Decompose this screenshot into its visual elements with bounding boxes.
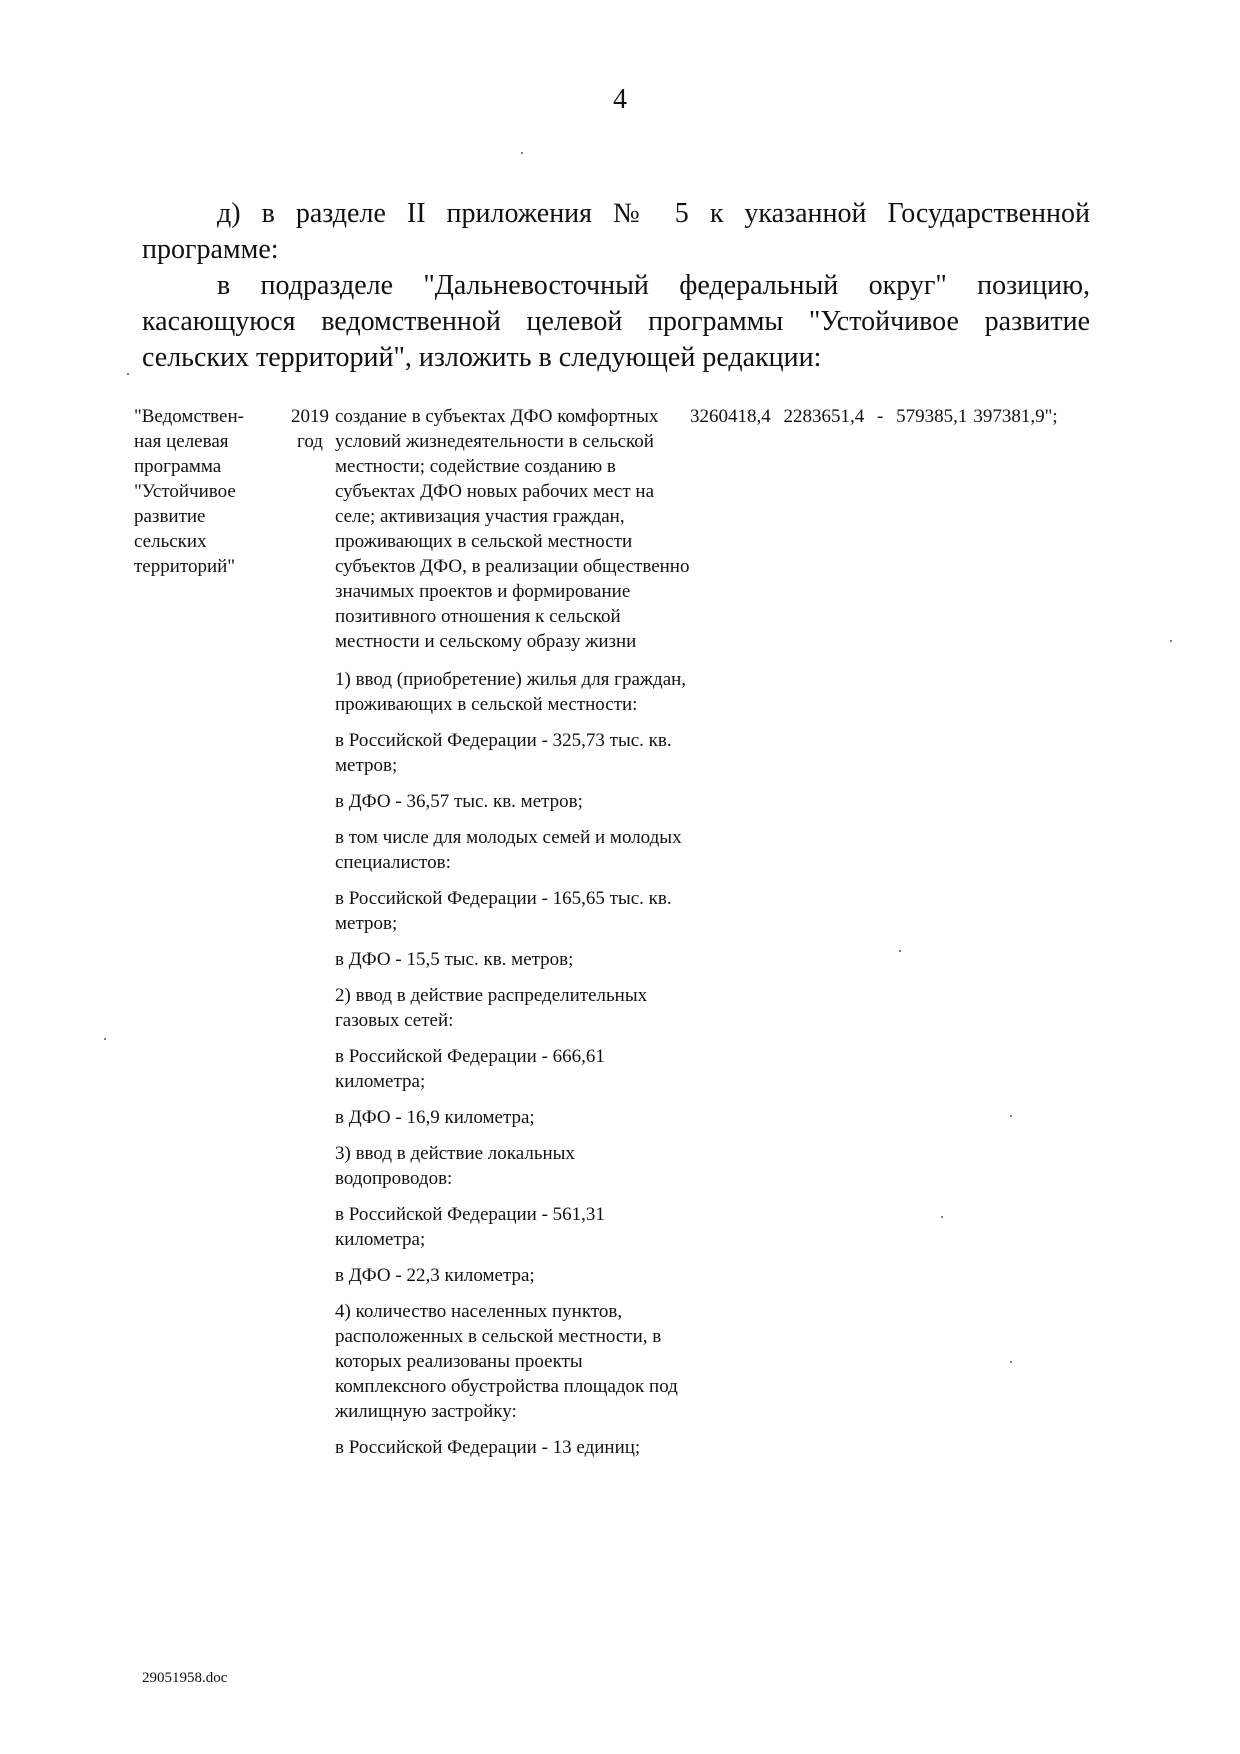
funding-extra: 397381,9"; (973, 406, 1058, 427)
description-block: в Российской Федерации - 165,65 тыс. кв. метров; (335, 888, 672, 934)
funding-values (690, 404, 1100, 429)
funding-dash: - (877, 406, 884, 427)
scan-speck (521, 152, 523, 154)
scan-speck (1010, 1115, 1012, 1117)
program-year: 2019 год (291, 406, 329, 452)
scan-speck (127, 373, 129, 375)
funding-regional: 579385,1 (896, 406, 968, 427)
page-number: 4 (613, 84, 627, 115)
description-block: в Российской Федерации - 666,61 километра; (335, 1046, 605, 1092)
program-description (335, 404, 695, 1471)
description-block: в ДФО - 22,3 километра; (335, 1265, 535, 1286)
scan-speck (899, 950, 901, 952)
file-name: 29051958.doc (142, 1670, 228, 1686)
scan-speck (1010, 1361, 1012, 1363)
intro-text (142, 196, 1090, 376)
description-block: 1) ввод (приобретение) жилья для граждан, проживающих в сельской местности: (335, 669, 687, 715)
description-block: 4) количество населенных пунктов, расположенных в сельской местности, в которых реализованы проекты комплексного обустройства площадок под жилищную застройку: (335, 1301, 678, 1422)
description-block: 3) ввод в действие локальных водопроводов: (335, 1143, 575, 1189)
description-block: в ДФО - 16,9 километра; (335, 1107, 535, 1128)
funding-federal: 2283651,4 (783, 406, 865, 427)
intro-paragraph-1: д) в разделе II приложения № 5 к указанной Государственной программе: (142, 198, 1090, 265)
description-block: в том числе для молодых семей и молодых специалистов: (335, 827, 682, 873)
description-block: 2) ввод в действие распределительных газовых сетей: (335, 985, 648, 1031)
description-block: в ДФО - 36,57 тыс. кв. метров; (335, 791, 583, 812)
description-block: в Российской Федерации - 325,73 тыс. кв. метров; (335, 730, 672, 776)
intro-paragraph-2: в подразделе "Дальневосточный федеральный округ" позицию, касающуюся ведомственной целевой программы "Устойчивое развитие сельских территорий", изложить в следующей редакции: (142, 270, 1090, 373)
program-name: "Ведомствен-ная целевая программа "Устойчивое развитие сельских территорий" (134, 406, 244, 577)
description-block: в Российской Федерации - 13 единиц; (335, 1437, 641, 1458)
description-block: в ДФО - 15,5 тыс. кв. метров; (335, 949, 574, 970)
scan-speck (941, 1216, 943, 1218)
scan-speck (1170, 640, 1172, 642)
description-block: в Российской Федерации - 561,31 километра; (335, 1204, 605, 1250)
funding-total: 3260418,4 (690, 406, 771, 427)
scan-speck (104, 1038, 106, 1040)
description-block: создание в субъектах ДФО комфортных условий жизнедеятельности в сельской местности; содействие созданию в субъектах ДФО новых рабочих мест на селе; активизация участия граждан, проживающих в сельской местности субъектов ДФО, в реализации общественно значимых проектов и формирование позитивного отношения к сельской местности и сельскому образу жизни (335, 406, 690, 652)
